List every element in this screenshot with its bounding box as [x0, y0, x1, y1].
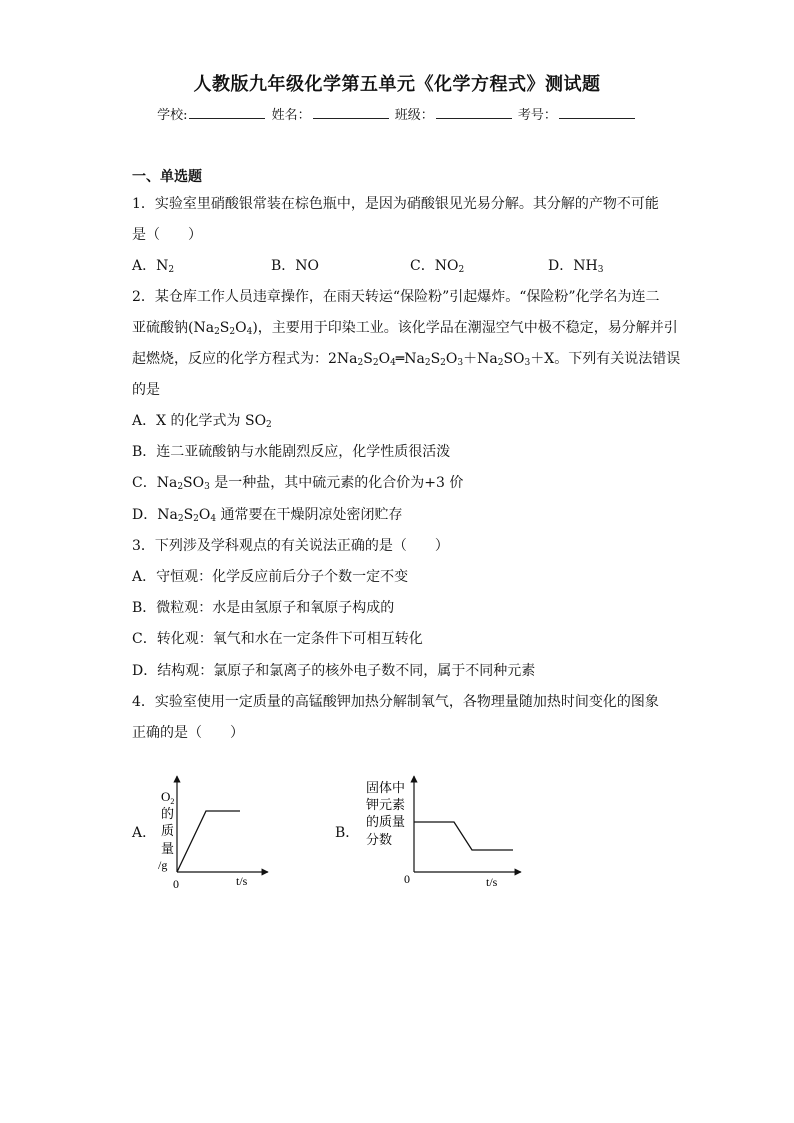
student-info-line: [0, 104, 794, 123]
graph-b-y-label-4: 分数: [366, 832, 393, 847]
graph-a-y-label-2: 质: [161, 823, 175, 838]
graph-b-curve: [414, 822, 513, 850]
school-label: 学校:: [157, 108, 188, 123]
school-blank[interactable]: [189, 106, 265, 119]
graph-b-y-label-2: 钾元素: [366, 797, 406, 812]
q3-option-a: A．守恒观：化学反应前后分子个数一定不变: [132, 569, 409, 585]
q1-option-c: C．$NO_2$: [410, 258, 465, 275]
q1-stem-line1: 1．实验室里硝酸银常装在棕色瓶中，是因为硝酸银见光易分解。其分解的产物不可能: [132, 196, 659, 212]
q3-option-c: C．转化观：氧气和水在一定条件下可相互转化: [132, 631, 423, 647]
graph-a-y-label-3: 量: [161, 841, 175, 856]
q2-stem-line2: 亚硫酸钠$(Na_2S_2O_4)$，主要用于印染工业。该化学品在潮湿空气中极不稳定，易分解并引: [132, 320, 678, 337]
graph-a-y-o: $O_2$: [161, 789, 175, 806]
class-blank[interactable]: [436, 106, 512, 119]
graph-a-x-label: t/s: [236, 874, 248, 888]
q4-stem-line1: 4．实验室使用一定质量的高锰酸钾加热分解制氧气，各物理量随加热时间变化的图象: [132, 694, 659, 710]
graph-a-y-label-1: 的: [161, 806, 175, 821]
class-label: 班级：: [394, 108, 434, 123]
graph-b-x-label: t/s: [486, 875, 498, 889]
graph-a-curve: [177, 811, 240, 872]
section-title: 一、单选题: [132, 169, 202, 185]
graph-a-origin: 0: [173, 877, 179, 891]
graph-a-y-unit: /g: [158, 858, 168, 872]
q2-stem-line3: 起燃烧，反应的化学方程式为：$2Na_2S_2O_4═Na_2S_2O_3+Na_2SO_3+X$。下列有关说法错误: [132, 351, 681, 368]
q1-option-d: D．$NH_3$: [548, 258, 604, 275]
q4-option-b-label: B．: [335, 825, 360, 841]
chemical-equation: $2Na_2S_2O_4═Na_2S_2O_3+Na_2SO_3+X$: [328, 351, 555, 368]
q1-stem-line2: 是（ ）: [132, 227, 202, 243]
q2-option-a: A．X 的化学式为 $SO_2$: [132, 413, 272, 430]
q1-option-a: A．$N_2$: [132, 258, 175, 275]
id-label: 考号：: [517, 108, 557, 123]
q3-option-b: B．微粒观：水是由氢原子和氧原子构成的: [132, 600, 395, 616]
q2-stem-line4: 的是: [132, 382, 160, 398]
q4-stem-line2: 正确的是（ ）: [132, 725, 244, 741]
page-title: 人教版九年级化学第五单元《化学方程式》测试题: [193, 74, 601, 95]
q3-option-d: D．结构观：氯原子和氯离子的核外电子数不同，属于不同种元素: [132, 663, 536, 679]
graph-b-y-label-3: 的质量: [366, 814, 406, 829]
q2-stem-line1: 2．某仓库工作人员违章操作，在雨天转运“保险粉”引起爆炸。“保险粉”化学名为连二: [132, 289, 660, 305]
name-blank[interactable]: [313, 106, 389, 119]
q4-option-a-label: A．: [132, 825, 157, 841]
name-label: 姓名：: [271, 108, 311, 123]
q2-option-d: D．$Na_2S_2O_4$ 通常要在干燥阴凉处密闭贮存: [132, 507, 403, 524]
graph-b-y-label-1: 固体中: [366, 780, 406, 795]
q2-option-b: B．连二亚硫酸钠与水能剧烈反应，化学性质很活泼: [132, 444, 451, 460]
q2-option-c: C．$Na_2SO_3$ 是一种盐，其中硫元素的化合价为+3 价: [132, 475, 464, 492]
q1-option-b: B．NO: [271, 258, 320, 274]
graph-b-origin: 0: [404, 872, 410, 886]
id-blank[interactable]: [559, 106, 635, 119]
graph-b: [358, 770, 528, 895]
graph-a: [150, 770, 280, 895]
q3-stem: 3．下列涉及学科观点的有关说法正确的是（ ）: [132, 538, 449, 554]
